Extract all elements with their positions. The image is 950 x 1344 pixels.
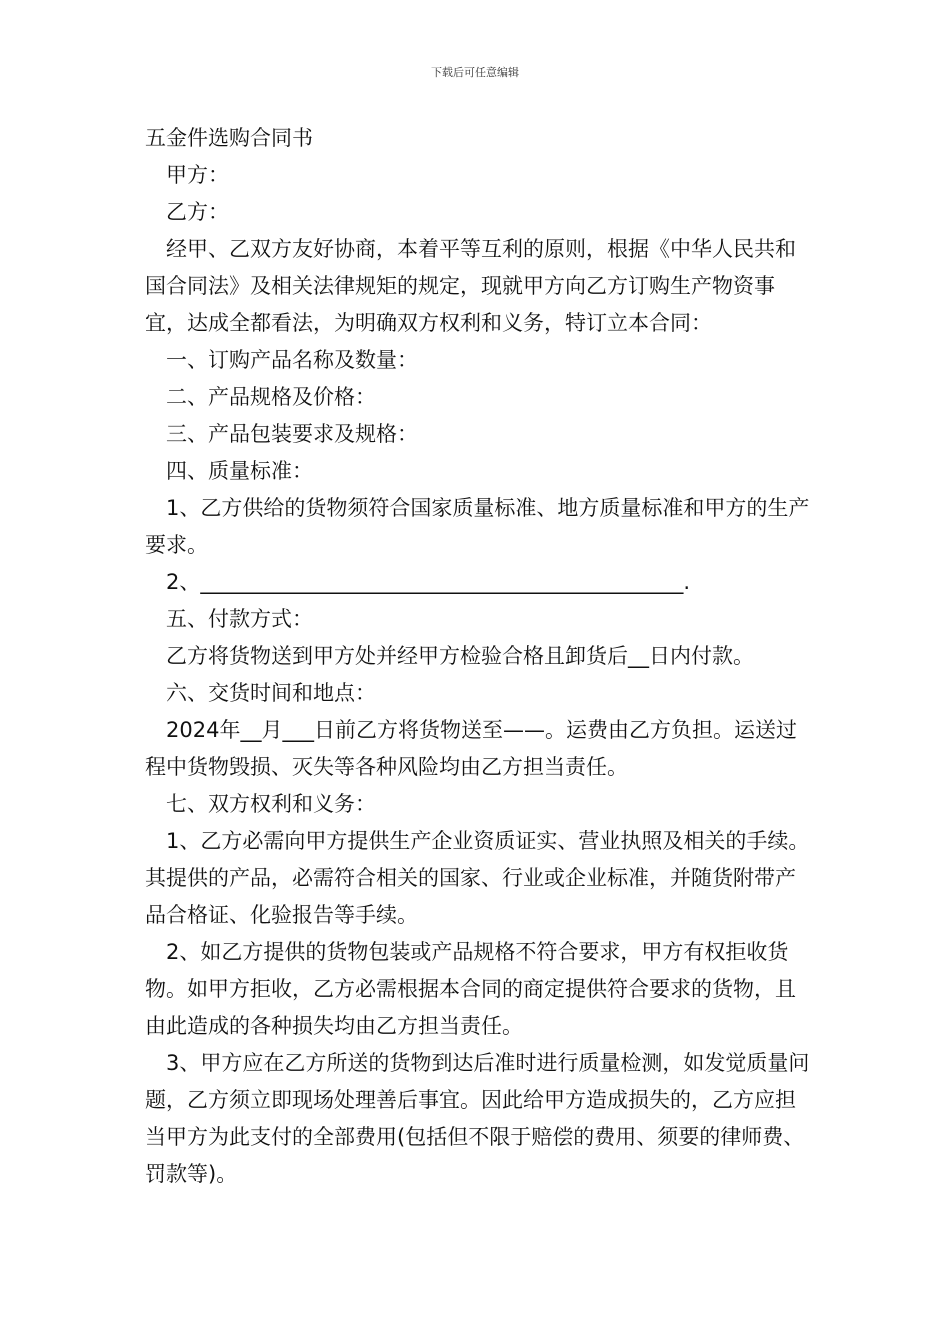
party-b-line: 乙方： [166, 200, 229, 224]
section-2-heading: 二、产品规格及价格： [166, 385, 376, 409]
document-title: 五金件选购合同书 [145, 126, 313, 150]
section-7-item-1: 1、乙方必需向甲方提供生产企业资质证实、营业执照及相关的手续。其提供的产品，必需符合相关的国家、行业或企业标准，并随货附带产品合格证、化验报告等手续。 [145, 829, 810, 927]
document-body [145, 120, 815, 1193]
section-7-item-2: 2、如乙方提供的货物包装或产品规格不符合要求，甲方有权拒收货物。如甲方拒收，乙方必需根据本合同的商定提供符合要求的货物，且由此造成的各种损失均由乙方担当责任。 [145, 940, 796, 1038]
section-5-item-1: 乙方将货物送到甲方处并经甲方检验合格且卸货后__日内付款。 [166, 644, 754, 668]
section-4-item-2: 2、______________________________________________. [166, 570, 691, 594]
section-1-heading: 一、订购产品名称及数量： [166, 348, 418, 372]
section-4-heading: 四、质量标准： [166, 459, 313, 483]
party-a-line: 甲方： [166, 163, 229, 187]
section-7-item-3: 3、甲方应在乙方所送的货物到达后准时进行质量检测，如发觉质量问题，乙方须立即现场处理善后事宜。因此给甲方造成损失的，乙方应担当甲方为此支付的全部费用(包括但不限于赔偿的费用、须要的律师费、罚款等)。 [145, 1051, 810, 1186]
section-5-heading: 五、付款方式： [166, 607, 313, 631]
section-6-heading: 六、交货时间和地点： [166, 681, 376, 705]
section-7-heading: 七、双方权利和义务： [166, 792, 376, 816]
section-3-heading: 三、产品包装要求及规格： [166, 422, 418, 446]
intro-paragraph: 经甲、乙双方友好协商，本着平等互利的原则，根据《中华人民共和国合同法》及相关法律规矩的规定，现就甲方向乙方订购生产物资事宜，达成全都看法，为明确双方权利和义务，特订立本合同： [145, 237, 796, 335]
section-6-item-1: 2024年__月___日前乙方将货物送至——。运费由乙方负担。运送过程中货物毁损、灭失等各种风险均由乙方担当责任。 [145, 718, 797, 779]
header-note: 下载后可任意编辑 [431, 66, 519, 79]
section-4-item-1: 1、乙方供给的货物须符合国家质量标准、地方质量标准和甲方的生产要求。 [145, 496, 810, 557]
